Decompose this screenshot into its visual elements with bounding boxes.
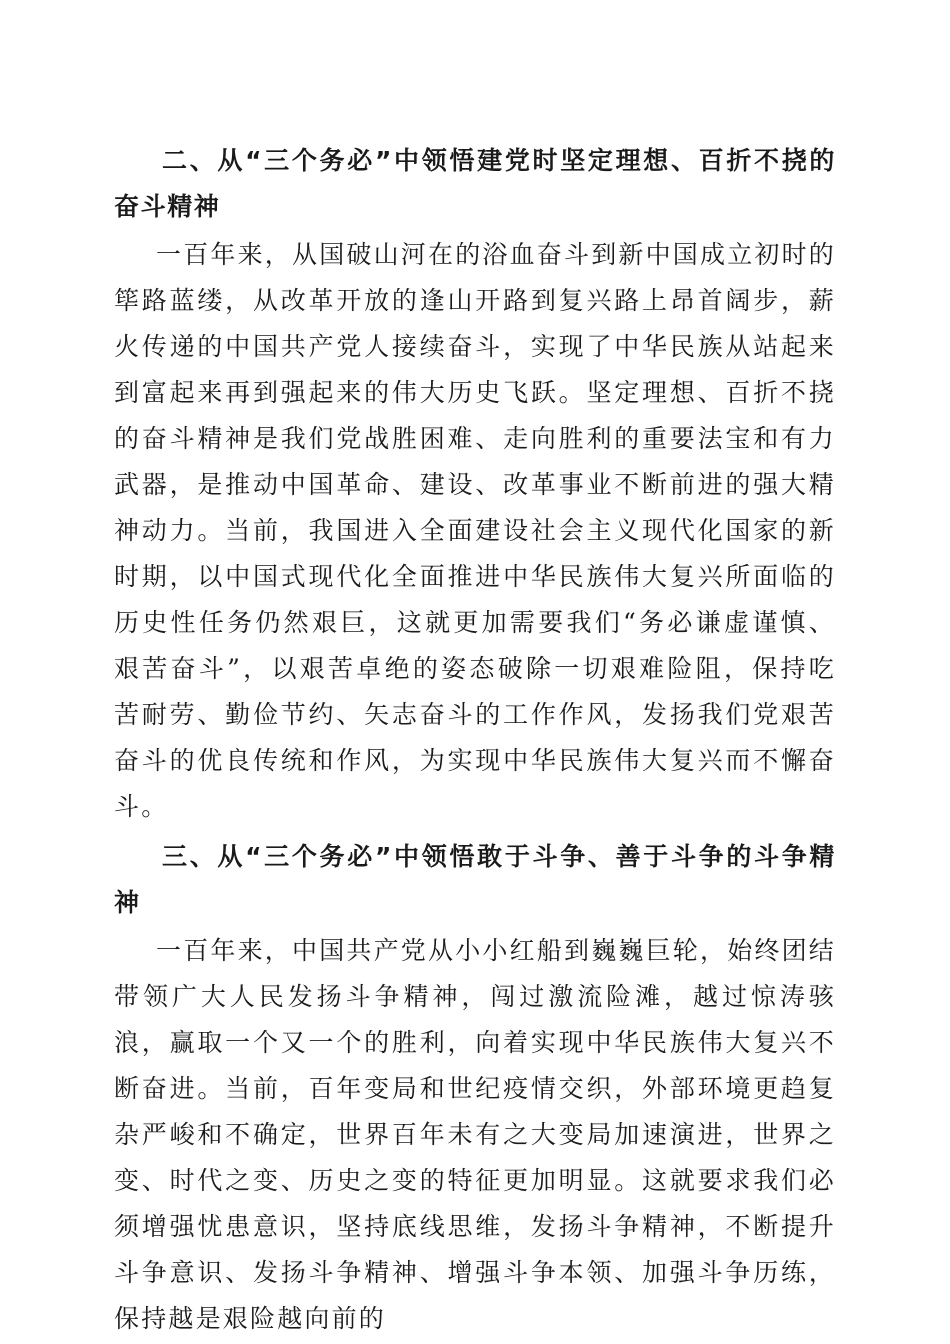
section-paragraph-3: 一百年来，中国共产党从小小红船到巍巍巨轮，始终团结带领广大人民发扬斗争精神，闯过激流险滩，越过惊涛骇浪，赢取一个又一个的胜利，向着实现中华民族伟大复兴不断奋进。当前，百年变局和世纪疫情交织，外部环境更趋复杂严峻和不确定，世界百年未有之大变局加速演进，世界之变、时代之变、历史之变的特征更加明显。这就要求我们必须增强忧患意识，坚持底线思维，发扬斗争精神，不断提升斗争意识、发扬斗争精神、增强斗争本领、加强斗争历练，保持越是艰险越向前的 — [114, 936, 837, 1333]
section-heading-2: 二、从“三个务必”中领悟建党时坚定理想、百折不挠的奋斗精神 — [114, 146, 836, 221]
document-body — [114, 138, 836, 1342]
section-heading-3: 三、从“三个务必”中领悟敢于斗争、善于斗争的斗争精神 — [114, 842, 836, 917]
section-paragraph-2: 一百年来，从国破山河在的浴血奋斗到新中国成立初时的筚路蓝缕，从改革开放的逢山开路到复兴路上昂首阔步，薪火传递的中国共产党人接续奋斗，实现了中华民族从站起来到富起来再到强起来的伟大历史飞跃。坚定理想、百折不挠的奋斗精神是我们党战胜困难、走向胜利的重要法宝和有力武器，是推动中国革命、建设、改革事业不断前进的强大精神动力。当前，我国进入全面建设社会主义现代化国家的新时期，以中国式现代化全面推进中华民族伟大复兴所面临的历史性任务仍然艰巨，这就更加需要我们“务必谦虚谨慎、艰苦奋斗”，以艰苦卓绝的姿态破除一切艰难险阻，保持吃苦耐劳、勤俭节约、矢志奋斗的工作作风，发扬我们党艰苦奋斗的优良传统和作风，为实现中华民族伟大复兴而不懈奋斗。 — [114, 240, 837, 821]
